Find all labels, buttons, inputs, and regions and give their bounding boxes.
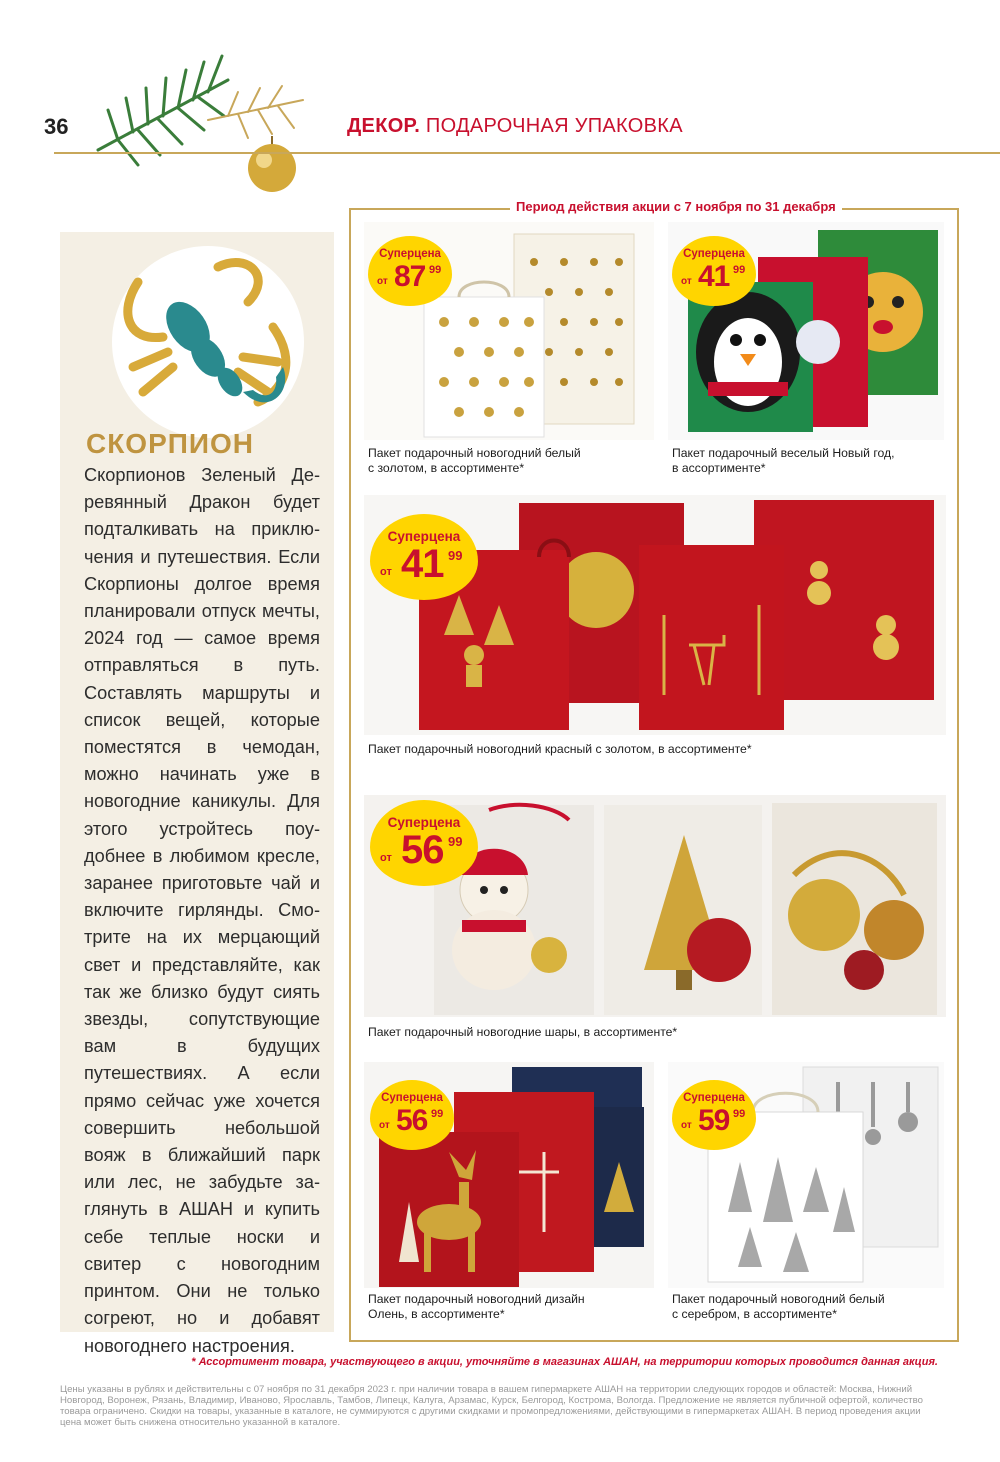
badge-from: от xyxy=(380,852,392,864)
caption-line: с золотом, в ассортименте* xyxy=(368,461,525,475)
product-caption xyxy=(368,1292,585,1322)
caption-line: Пакет подарочный новогодний дизайн xyxy=(368,1292,585,1306)
badge-label: Суперцена xyxy=(379,248,441,260)
caption-line: Пакет подарочный новогодний красный с золотом, в ассортименте* xyxy=(368,742,752,756)
caption-line: с серебром, в ассортименте* xyxy=(672,1307,837,1321)
price-badge xyxy=(672,1080,756,1150)
price-rub: 41 xyxy=(698,260,730,293)
caption-line: Пакет подарочный веселый Новый год, xyxy=(672,446,895,460)
price-kop: 99 xyxy=(429,264,442,276)
badge-label: Суперцена xyxy=(683,1092,745,1104)
price-kop: 99 xyxy=(431,1108,444,1120)
caption-line: Олень, в ассортименте* xyxy=(368,1307,505,1321)
zodiac-title: СКОРПИОН xyxy=(86,428,255,459)
caption-line: Пакет подарочный новогодний белый xyxy=(368,446,581,460)
caption-line: в ассортименте* xyxy=(672,461,766,475)
product-caption xyxy=(368,446,581,476)
section-title-rest: ПОДАРОЧНАЯ УПАКОВКА xyxy=(425,115,683,137)
product-caption xyxy=(368,742,752,757)
zodiac-panel xyxy=(60,232,334,1356)
badge-label: Суперцена xyxy=(683,248,745,260)
price-kop: 99 xyxy=(733,1108,746,1120)
badge-label: Суперцена xyxy=(387,815,461,830)
price-kop: 99 xyxy=(448,834,463,849)
price-rub: 87 xyxy=(394,260,426,293)
badge-label: Суперцена xyxy=(387,529,461,544)
zodiac-text: Скорпионов Зеленый Деревянный Дракон будет подталкивать на приключения и путешествия. Если Скорпионы долгое время планировали отпуск мечты, 2024 год — самое время отправляться в путь. Составлять маршруты и список вещей, которые поместятся в чемодан, можно начинать уже в новогодние каникулы. Для этого устройтесь поудобнее в любимом кресле, заранее приготовьте чай и включите гирлянды. Смотрите на их мерцающий свет и представляйте, как так же близко будут сиять звезды, сопутствующие вам в будущих путешествиях. А если прямо сейчас уже хочется совершить небольшой вояж в ближайший парк или лес, не забудьте заглянуть в АШАН и купить себе теплые носки и свитер с новогодним принтом. Они не только согреют, но и добавят новогоднего настроения. xyxy=(84,465,320,1356)
caption-line: Пакет подарочный новогодний белый xyxy=(672,1292,885,1306)
product-caption xyxy=(672,1292,885,1322)
price-rub: 41 xyxy=(401,542,444,586)
header-divider xyxy=(54,152,1000,154)
badge-from: от xyxy=(380,566,392,578)
price-rub: 56 xyxy=(401,828,444,872)
offer-period: Период действия акции с 7 ноября по 31 декабря xyxy=(510,199,842,214)
badge-from: от xyxy=(377,276,388,287)
christmas-branch-ornament xyxy=(88,40,318,200)
page-number: 36 xyxy=(44,114,69,139)
price-kop: 99 xyxy=(733,264,746,276)
product-caption xyxy=(368,1025,677,1040)
price-badge xyxy=(370,800,478,886)
price-kop: 99 xyxy=(448,548,463,563)
section-title xyxy=(347,115,683,138)
product-caption xyxy=(672,446,895,476)
badge-from: от xyxy=(681,276,692,287)
price-badge xyxy=(370,1080,454,1150)
price-badge xyxy=(370,514,478,600)
price-badge xyxy=(368,236,452,306)
badge-from: от xyxy=(379,1120,390,1131)
legal-text: Цены указаны в рублях и действительны с 07 ноября по 31 декабря 2023 г. при наличии товара в вашем гипермаркете АШАН на территории следующих городов и областей: Москва, Нижний Новгород, Воронеж, Рязань, Владимир, Иваново, Ярославль, Тамбов, Липецк, Калуга, Арзамас, Курск, Белгород, Кострома, Вологда. Предложение не является публичной офертой, количество товара ограничено. Скидки на товары, указанные в каталоге, не суммируются с другими скидками и промопредложениями, действующими в гипермаркетах АШАН. В период проведения акции цена может быть снижена относительно указанной в каталоге. xyxy=(60,1384,923,1428)
price-rub: 56 xyxy=(396,1104,428,1137)
section-title-bold: ДЕКОР. xyxy=(347,115,421,137)
price-badge xyxy=(672,236,756,306)
badge-label: Суперцена xyxy=(381,1092,443,1104)
caption-line: Пакет подарочный новогодние шары, в ассортименте* xyxy=(368,1025,678,1039)
badge-from: от xyxy=(681,1120,692,1131)
price-rub: 59 xyxy=(698,1104,730,1137)
scorpio-emblem-icon xyxy=(108,242,308,442)
footnote: * Ассортимент товара, участвующего в акции, уточняйте в магазинах АШАН, на территории которых проводится данная акция. xyxy=(191,1356,938,1368)
